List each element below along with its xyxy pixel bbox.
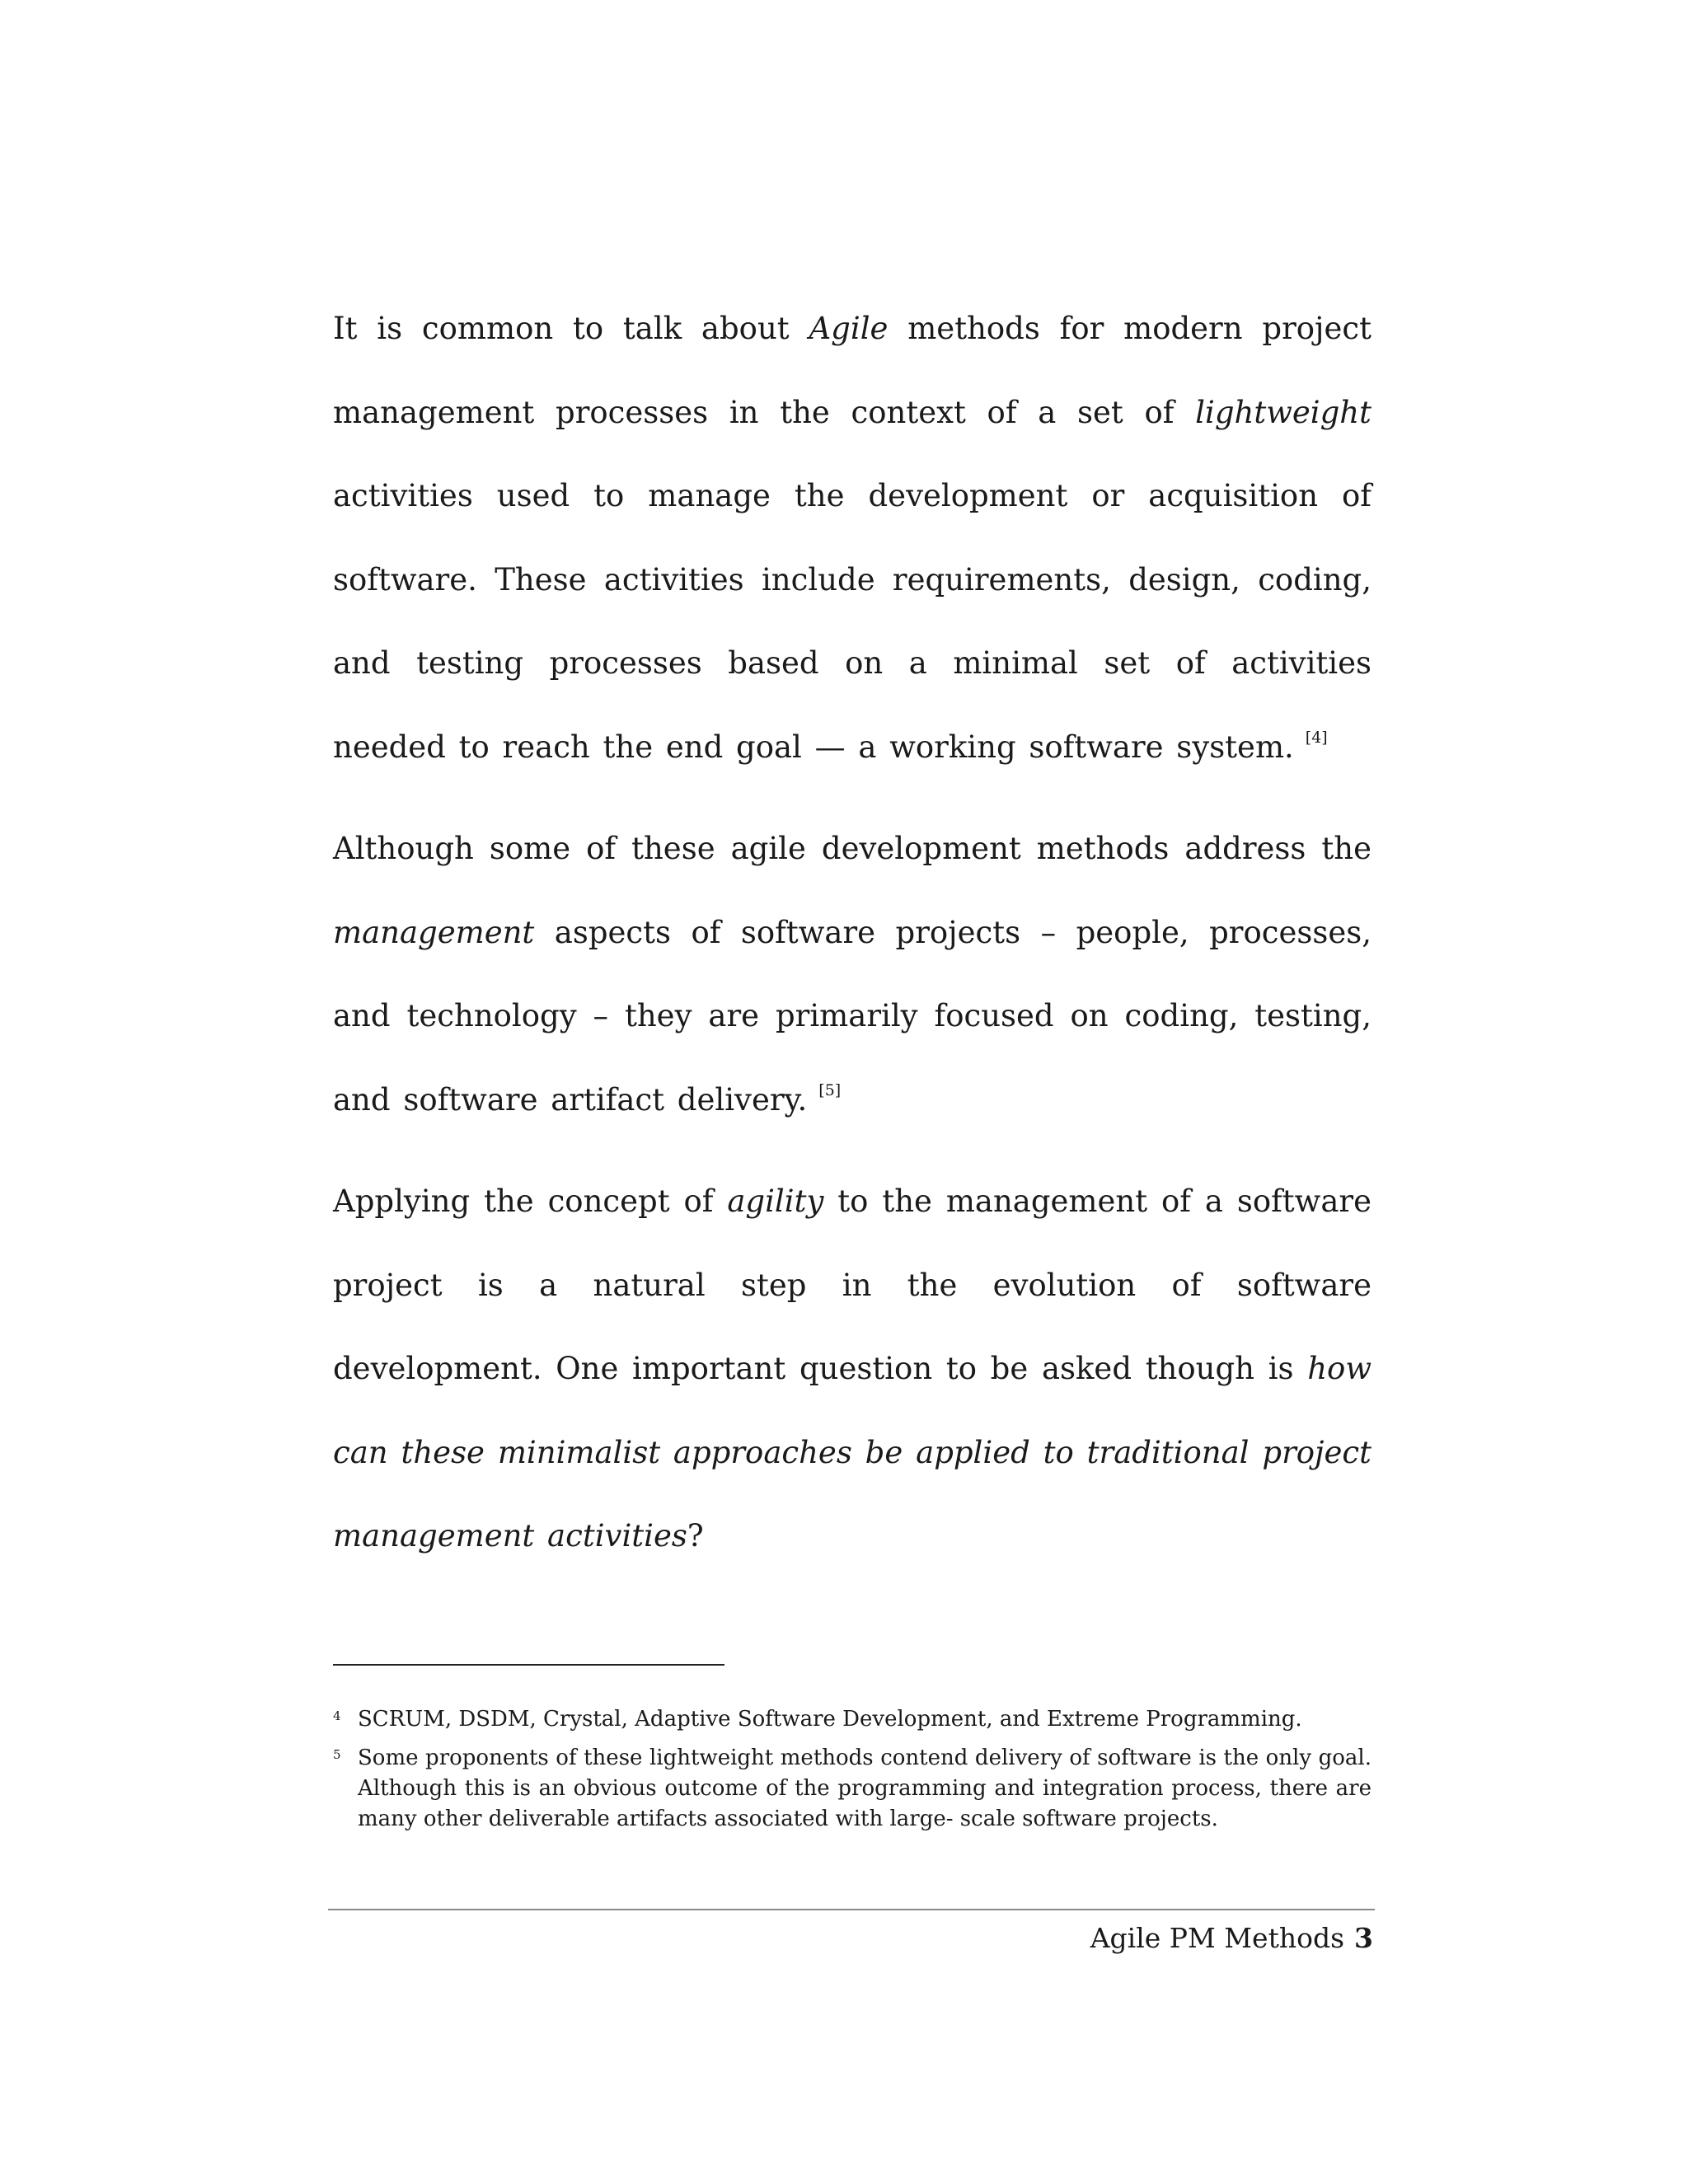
text-run: to the management of a software project is a natural step in the evolution of software development. One important question to be asked though is <box>333 1183 1372 1386</box>
text-run: aspects of software projects – people, processes, and technology – they are primarily focused on coding, testing, and software artifact delivery. <box>333 914 1372 1118</box>
emphasis-agile: Agile <box>809 311 889 346</box>
paragraph-3 <box>333 1160 1372 1578</box>
text-run: ? <box>687 1518 704 1554</box>
footer-divider <box>328 1909 1375 1910</box>
footnote-number: 4 <box>333 1708 341 1723</box>
text-run: methods for modern project management processes in the context of a set of <box>333 311 1372 430</box>
running-title: Agile PM Methods <box>1090 1922 1345 1954</box>
text-run: activities used to manage the development or acquisition of software. These activities include requirements, design, coding, and testing processes based on a minimal set of activities needed to reach the end goal — a working software system. <box>333 478 1372 765</box>
footnotes <box>333 1704 1372 1843</box>
footnote-5 <box>333 1743 1372 1835</box>
emphasis-agility: agility <box>727 1183 824 1219</box>
page-number: 3 <box>1354 1922 1373 1954</box>
text-run: Applying the concept of <box>333 1183 728 1219</box>
paragraph-2 <box>333 807 1372 1141</box>
page-footer <box>1090 1922 1373 1955</box>
footnote-text: SCRUM, DSDM, Crystal, Adaptive Software Development, and Extreme Programming. <box>358 1707 1302 1732</box>
footnote-ref-4[interactable]: [4] <box>1305 729 1328 748</box>
emphasis-lightweight: lightweight <box>1195 394 1372 430</box>
main-text <box>333 287 1372 1596</box>
footnote-4 <box>333 1704 1372 1735</box>
text-run: Although some of these agile development methods address the <box>333 831 1372 866</box>
footnote-separator <box>333 1664 724 1666</box>
emphasis-management: management <box>333 914 535 950</box>
footnote-text: Some proponents of these lightweight methods contend delivery of software is the only goal. Although this is an obvious outcome of the programming and integration process, there are many other deliverable artifacts associated with large- scale software projects. <box>358 1746 1372 1831</box>
footnote-number: 5 <box>333 1747 341 1762</box>
emphasis-question: how can these minimalist approaches be applied to traditional project management activities <box>333 1351 1372 1554</box>
footnote-ref-5[interactable]: [5] <box>818 1081 842 1100</box>
text-run: It is common to talk about <box>333 311 809 346</box>
paragraph-1 <box>333 287 1372 789</box>
